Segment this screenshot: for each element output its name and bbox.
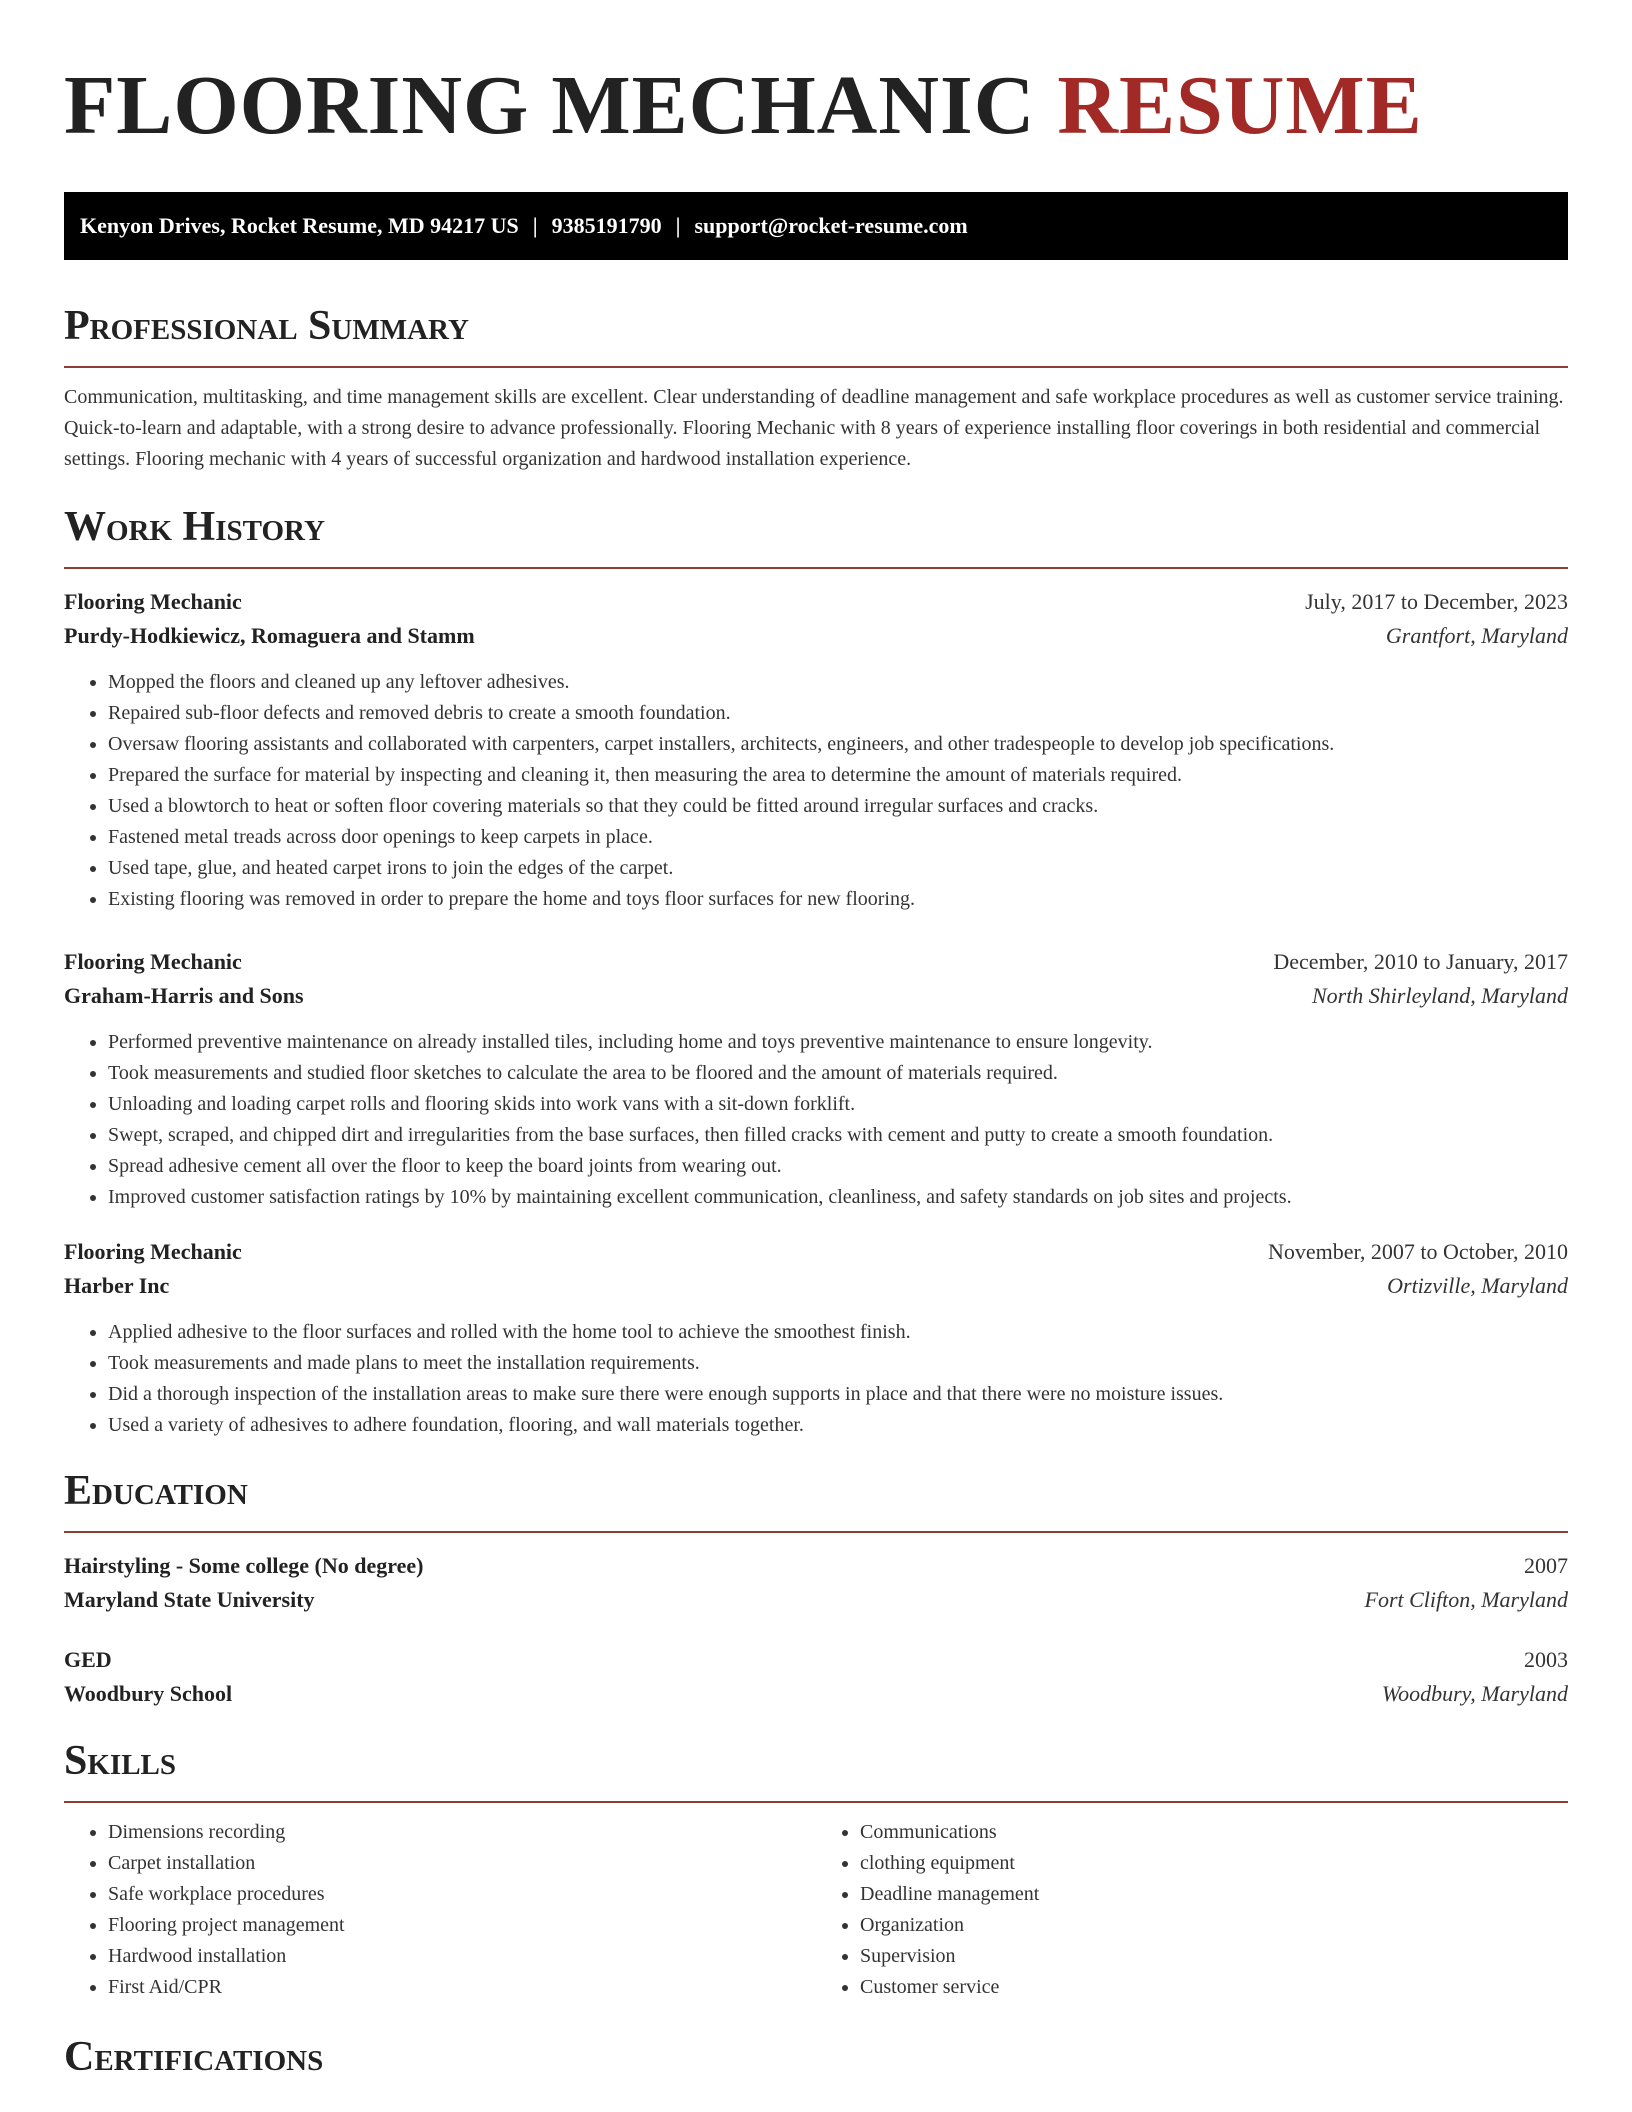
list-item: • Swept, scraped, and chipped dirt and irregularities from the base surfaces, then filled cracks with cement and putty to create a smooth foundation. <box>108 1120 1568 1151</box>
school-name: Maryland State University <box>64 1587 315 1612</box>
list-item: • Spread adhesive cement all over the floor to keep the board joints from wearing out. <box>108 1151 1568 1182</box>
school-location: Fort Clifton, Maryland <box>1364 1587 1568 1612</box>
education-section <box>64 1467 1568 1707</box>
job-dates: December, 2010 to January, 2017 <box>1273 949 1568 974</box>
contact-address: Kenyon Drives, Rocket Resume, MD 94217 US <box>80 213 519 238</box>
list-item: • Prepared the surface for material by inspecting and cleaning it, then measuring the area to determine the amount of materials required. <box>108 760 1568 791</box>
skill-item: • Carpet installation <box>108 1848 816 1879</box>
contact-phone: 9385191790 <box>551 213 662 238</box>
list-item: • Used a blowtorch to heat or soften floor covering materials so that they could be fitted around irregular surfaces and cracks. <box>108 791 1568 822</box>
job-title: Flooring Mechanic <box>64 1239 242 1264</box>
job-entry <box>64 1239 1568 1441</box>
skill-item: • Flooring project management <box>108 1910 816 1941</box>
section-divider <box>64 1801 1568 1803</box>
job-location: Grantfort, Maryland <box>1385 623 1568 648</box>
list-item: • Did a thorough inspection of the installation areas to make sure there were enough supports in place and that there were no moisture issues. <box>108 1379 1568 1410</box>
list-item: • Applied adhesive to the floor surfaces and rolled with the home tool to achieve the smoothest finish. <box>108 1317 1568 1348</box>
list-item: • Unloading and loading carpet rolls and flooring skids into work vans with a sit-down forklift. <box>108 1089 1568 1120</box>
skill-item: • Hardwood installation <box>108 1941 816 1972</box>
job-company: Purdy-Hodkiewicz, Romaguera and Stamm <box>64 623 475 648</box>
contact-bar <box>64 192 1568 260</box>
work-history-section <box>64 503 1568 1441</box>
skills-list-right <box>816 1817 1568 2003</box>
skills-section <box>64 1737 1568 2003</box>
job-entry <box>64 589 1568 915</box>
section-divider <box>64 366 1568 368</box>
section-heading: Professional Summary <box>64 303 469 349</box>
summary-section <box>64 302 1568 475</box>
job-location: Ortizville, Maryland <box>1387 1273 1568 1298</box>
section-heading: Skills <box>64 1738 177 1784</box>
section-heading: Education <box>64 1468 248 1514</box>
skill-item: • Communications <box>860 1817 1568 1848</box>
job-entry <box>64 949 1568 1213</box>
skill-item: • Safe workplace procedures <box>108 1879 816 1910</box>
skill-item: • Customer service <box>860 1972 1568 2003</box>
skill-item: • Deadline management <box>860 1879 1568 1910</box>
skill-item: • First Aid/CPR <box>108 1972 816 2003</box>
skill-item: • clothing equipment <box>860 1848 1568 1879</box>
skill-item: • Supervision <box>860 1941 1568 1972</box>
skill-item: • Organization <box>860 1910 1568 1941</box>
contact-email: support@rocket-resume.com <box>694 213 968 238</box>
education-entry <box>64 1553 1568 1613</box>
list-item: • Took measurements and studied floor sketches to calculate the area to be floored and the amount of materials required. <box>108 1058 1568 1089</box>
graduation-year: 2007 <box>1524 1553 1568 1578</box>
section-heading: Certifications <box>64 2034 324 2080</box>
list-item: • Took measurements and made plans to meet the installation requirements. <box>108 1348 1568 1379</box>
contact-separator: | <box>675 213 681 238</box>
job-duties <box>64 1027 1568 1213</box>
list-item: • Used a variety of adhesives to adhere foundation, flooring, and wall materials together. <box>108 1410 1568 1441</box>
list-item: • Mopped the floors and cleaned up any leftover adhesives. <box>108 667 1568 698</box>
education-entry <box>64 1647 1568 1707</box>
title-main: FLOORING MECHANIC <box>64 59 1036 152</box>
summary-text: Communication, multitasking, and time management skills are excellent. Clear understanding of deadline management and safe workplace procedures as well as customer service training. Quick-to-learn and adaptable, with a strong desire to advance professionally. Flooring Mechanic with 8 years of experience installing floor coverings in both residential and commercial settings. Flooring mechanic with 4 years of successful organization and hardwood installation experience. <box>64 386 1564 470</box>
job-location: North Shirleyland, Maryland <box>1311 983 1568 1008</box>
skills-columns <box>64 1817 1568 2003</box>
job-dates: July, 2017 to December, 2023 <box>1305 589 1568 614</box>
school-location: Woodbury, Maryland <box>1381 1681 1568 1706</box>
list-item: • Improved customer satisfaction ratings by 10% by maintaining excellent communication, cleanliness, and safety standards on job sites and projects. <box>108 1182 1568 1213</box>
job-title: Flooring Mechanic <box>64 589 242 614</box>
section-divider <box>64 567 1568 569</box>
title-accent: RESUME <box>1057 59 1423 152</box>
skills-list-left <box>64 1817 816 2003</box>
list-item: • Used tape, glue, and heated carpet irons to join the edges of the carpet. <box>108 853 1568 884</box>
section-heading: Work History <box>64 504 325 550</box>
certifications-section <box>64 2033 1568 2081</box>
degree: GED <box>64 1647 112 1672</box>
resume-title <box>64 58 1568 152</box>
job-company: Harber Inc <box>64 1273 170 1298</box>
job-duties <box>64 667 1568 915</box>
job-dates: November, 2007 to October, 2010 <box>1267 1239 1568 1264</box>
contact-separator: | <box>532 213 538 238</box>
school-name: Woodbury School <box>64 1681 233 1706</box>
job-company: Graham-Harris and Sons <box>64 983 304 1008</box>
list-item: • Fastened metal treads across door openings to keep carpets in place. <box>108 822 1568 853</box>
list-item: • Oversaw flooring assistants and collaborated with carpenters, carpet installers, architects, engineers, and other tradespeople to develop job specifications. <box>108 729 1568 760</box>
skill-item: • Dimensions recording <box>108 1817 816 1848</box>
list-item: • Repaired sub-floor defects and removed debris to create a smooth foundation. <box>108 698 1568 729</box>
job-title: Flooring Mechanic <box>64 949 242 974</box>
list-item: • Performed preventive maintenance on already installed tiles, including home and toys preventive maintenance to ensure longevity. <box>108 1027 1568 1058</box>
graduation-year: 2003 <box>1524 1647 1568 1672</box>
job-duties <box>64 1317 1568 1441</box>
degree: Hairstyling - Some college (No degree) <box>64 1553 424 1578</box>
section-divider <box>64 1531 1568 1533</box>
list-item: • Existing flooring was removed in order to prepare the home and toys floor surfaces for new flooring. <box>108 884 1568 915</box>
